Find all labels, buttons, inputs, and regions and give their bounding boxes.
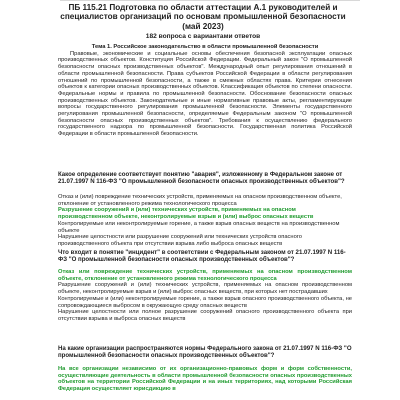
title-line-1: ПБ 115.21 Подготовка по области аттестации А.1 руководителей и [68, 3, 338, 12]
question-2: Что входит в понятие "инцидент" в соответствии с Федеральным законом от 21.07.1997 N 116-ФЗ "О промышленной безопасности опасных производственных объектов"? [58, 249, 346, 264]
answer-option-correct: Отказ или повреждение технических устройств, применяемых на опасном производственном объекте, отклонение от установленного режима технологического процесса [58, 269, 352, 282]
answer-option: Нарушение целостности или разрушение сооружений или технических устройств опасного производственного объекта при отсутствии взрыва либо выброса опасных веществ [58, 234, 302, 247]
question-3-answers [58, 366, 352, 393]
answer-option: Отказ и (или) повреждение технических устройств, применяемых на опасном производственном объекте, отклонение от установленного режима технологического процесса [58, 194, 342, 207]
answer-option: Контролируемые или неконтролируемые горение, а также взрыв опасных веществ на производственном объекте [58, 220, 340, 234]
answer-option: Нарушение целостности или полное разрушение сооружений опасного производственного объекта при отсутствии взрыва и выброса опасных веществ [58, 309, 352, 322]
question-3: На какие организации распространяются нормы Федерального закона от 21.07.1997 N 116-ФЗ "О промышленной безопасности опасных производственных объектов"? [58, 345, 352, 360]
topic-heading: Тема 1. Российское законодательство в области промышленной безопасности [91, 44, 319, 50]
question-1: Какое определение соответствует понятию "авария", изложенному в Федеральном законе от 21.07.1997 N 116-ФЗ "О промышленной безопасности опасных производственных объектов"? [58, 171, 345, 186]
answer-option: Разрушение сооружений и (или) технических устройств, применяемых на опасном производственном объекте, неконтролируемые взрыв и (или) выброс опасных веществ, при которых нет пострадавших [58, 282, 352, 296]
document-subtitle: 182 вопроса с вариантами ответов [145, 33, 261, 40]
question-2-answers [58, 269, 352, 323]
answer-option-correct: На все организации независимо от их организационно-правовых форм и форм собственности, осуществляющие деятельность в области промышленной безопасности опасных производственных объектов на территории Российской Федерации и на иных территориях, над которыми Российская Федерация осуществляет юрисдикцию в [58, 366, 352, 393]
answer-option-correct: Разрушение сооружений и (или) технических устройств, применяемых на опасном производственном объекте, неконтролируемые взрыв и (или) выброс опасных веществ [58, 207, 314, 221]
title-line-3: (май 2023) [182, 21, 224, 31]
answer-option: Контролируемые и (или) неконтролируемые горение, а также взрыв опасного производственного объекта, не сопровождающиеся выбросом в окружающую среду опасных веществ [58, 295, 352, 309]
document-title [58, 3, 348, 31]
question-1-answers [58, 194, 352, 248]
topic-paragraph: Правовые, экономические и социальные основы обеспечения безопасной эксплуатации опасных производственных объектов. Конституция Российской Федерации. Федеральный закон "О промышленной безопасности опасных производственных объектов". Международный опыт регулирования отношений в области промышленной безопасности. Права субъектов Российской Федерации в области регулирования отношений по промышленной безопасности, а также в смежных областях права. Критерии отнесения объектов к категории опасных производственных объектов. Классификация объектов по степени опасности. Федеральные нормы и правила по промышленной безопасности. Обоснование безопасности опасных производственных объектов. Законодательные и иные нормативные правовые акты, регламентирующие вопросы государственного регулирования промышленной безопасности. Элементы государственного регулирования промышленной безопасности, определяемые Федеральным законом "О промышленной безопасности опасных производственных объектов". Требования к осуществлению федерального государственного надзора по промышленной безопасности. Государственная политика Российской Федерации в области промышленной безопасности. [58, 50, 352, 138]
page-top-rule [60, 0, 360, 1]
title-line-2: специалистов организаций по основам промышленной безопасности [60, 12, 346, 22]
topic-intro [58, 44, 352, 166]
